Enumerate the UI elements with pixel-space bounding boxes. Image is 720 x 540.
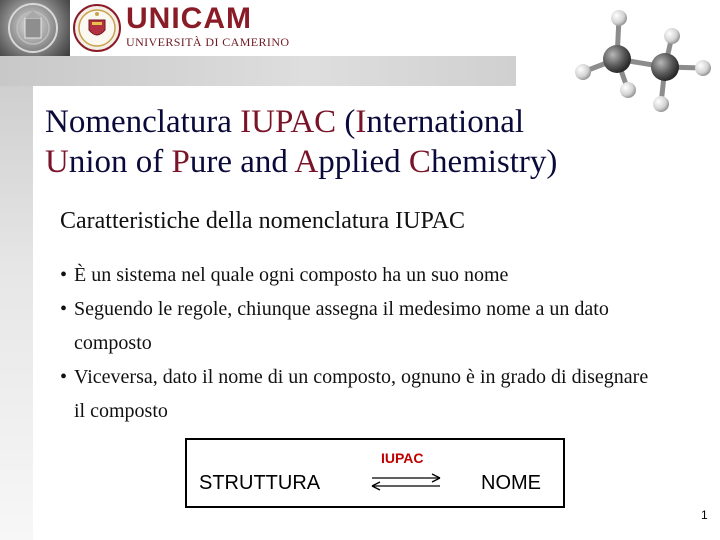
list-item: • Seguendo le regole, chiunque assegna il medesimo nome a un dato composto <box>60 292 660 360</box>
title-text: ure and <box>189 144 295 180</box>
logo-subtitle: UNIVERSITÀ DI CAMERINO <box>126 35 290 49</box>
title-highlight: A <box>294 144 319 180</box>
list-item: • È un sistema nel quale ogni composto ha un suo nome <box>60 258 660 292</box>
title-text: pplied <box>318 144 409 180</box>
title-text: nternational <box>366 104 525 140</box>
title-highlight: IUPAC <box>240 104 337 140</box>
title-text: ( <box>336 104 356 140</box>
slide-subtitle: Caratteristiche della nomenclatura IUPAC <box>60 208 465 234</box>
title-highlight: P <box>171 144 190 180</box>
bidirectional-arrow-icon <box>370 472 442 492</box>
unicam-crest-icon <box>72 0 122 56</box>
page-number: 1 <box>701 508 708 522</box>
title-text: Nomenclatura <box>45 104 241 140</box>
logo-unicam: UNICAM <box>126 2 252 35</box>
title-text: nion of <box>68 144 172 180</box>
title-highlight: U <box>45 144 69 180</box>
header-band <box>0 56 516 86</box>
left-decorative-strip <box>0 86 33 540</box>
list-item: • Viceversa, dato il nome di un composto, ognuno è in grado di disegnare il composto <box>60 360 660 428</box>
slide-title <box>45 102 605 182</box>
diagram-structure-label: STRUTTURA <box>199 472 321 494</box>
iupac-diagram <box>185 438 565 508</box>
diagram-iupac-label: IUPAC <box>381 450 424 466</box>
title-highlight: C <box>408 144 431 180</box>
diagram-name-label: NOME <box>481 472 541 494</box>
title-text: hemistry) <box>430 144 558 180</box>
title-highlight: I <box>355 104 367 140</box>
bullet-list <box>60 258 660 428</box>
university-seal-icon <box>0 0 70 56</box>
